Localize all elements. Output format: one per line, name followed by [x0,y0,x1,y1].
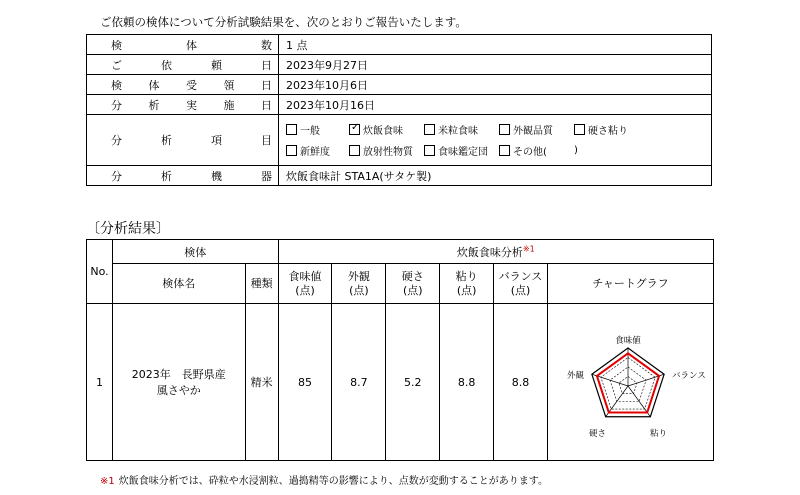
name-header: 検体名 [112,264,245,304]
instrument-value: 炊飯食味計 STA1A(サタケ製) [279,166,712,186]
radar-axis-label: 外観 [567,370,585,381]
checkbox-icon[interactable] [499,145,510,156]
analysis-item-checkbox[interactable] [499,143,574,158]
checkbox-icon[interactable] [286,124,297,135]
analysis-item-checkbox[interactable] [499,122,574,137]
sample-name: 2023年 長野県産 風さやか [112,304,245,461]
analysis-item-label: 新鮮度 [300,147,330,158]
footnote-mark: ※1 [100,476,115,487]
row-no: 1 [87,304,113,461]
stickiness-value: 8.8 [440,304,494,461]
radar-axis-label: 粘り [650,428,668,439]
sample-type: 精米 [245,304,278,461]
table-row [87,304,714,461]
appearance-value: 8.7 [332,304,386,461]
chart-header: チャートグラフ [547,264,713,304]
checkbox-icon[interactable] [499,124,510,135]
radar-axis-label: バランス [672,370,707,381]
analysis-item-label: 炊飯食味 [363,126,403,137]
request-date-row [87,55,712,75]
type-header: 種類 [245,264,278,304]
analysis-note-mark: ※1 [522,243,535,253]
analysis-items-label: 分 析 項 目 [87,115,279,166]
results-table [86,239,714,461]
request-date-value: 2023年9月27日 [279,55,712,75]
checked-box-icon[interactable] [349,124,360,135]
analysis-item-checkbox[interactable] [574,122,644,137]
footnote-text: 炊飯食味分析では、砕粒や水浸割粒、過搗精等の影響により、点数が変動することがあります。 [118,476,548,487]
analysis-item-label: 食味鑑定団 [438,147,488,158]
analysis-item-label: 硬さ粘り [588,126,628,137]
instrument-row [87,166,712,186]
sample-header: 検体 [112,240,278,264]
analysis-item-checkbox[interactable] [286,122,349,137]
hardness-header: 硬さ (点) [386,264,440,304]
score-value: 85 [278,304,332,461]
results-subheader-row [87,264,714,304]
appearance-header: 外観 (点) [332,264,386,304]
analysis-items-row [87,115,712,166]
no-header: No. [87,240,113,304]
chart-cell [547,304,713,461]
analysis-item-checkbox [574,143,644,158]
instrument-label: 分 析 機 器 [87,166,279,186]
analysis-item-label: ) [574,145,578,156]
radar-axis-label: 硬さ [589,428,607,439]
receipt-date-value: 2023年10月6日 [279,75,712,95]
analysis-date-row [87,95,712,115]
checkbox-icon[interactable] [424,145,435,156]
results-header-row [87,240,714,264]
request-info-table [86,34,712,186]
balance-header: バランス (点) [494,264,548,304]
sample-count-label: 検 体 数 [87,35,279,55]
intro-text: ご依頼の検体について分析試験結果を、次のとおりご報告いたします。 [100,15,467,29]
analysis-item-checkbox[interactable] [424,143,499,158]
stickiness-header: 粘り (点) [440,264,494,304]
analysis-item-checkbox[interactable] [424,122,499,137]
analysis-item-label: 一般 [300,126,320,137]
footnote [100,472,548,487]
analysis-item-checkbox[interactable] [349,143,424,158]
request-date-label: ご 依 頼 日 [87,55,279,75]
checkbox-icon[interactable] [574,124,585,135]
section-title: 〔分析結果〕 [86,221,170,237]
sample-count-value: 1 点 [279,35,712,55]
sample-count-row [87,35,712,55]
analysis-items-cell [279,115,712,166]
receipt-date-row [87,75,712,95]
score-header: 食味値 (点) [278,264,332,304]
analysis-item-label: 放射性物質 [363,147,413,158]
analysis-item-checkbox[interactable] [349,122,424,137]
analysis-date-label: 分 析 実 施 日 [87,95,279,115]
radar-chart [550,306,710,456]
checkbox-icon[interactable] [286,145,297,156]
analysis-item-label: 外観品質 [513,126,553,137]
checkbox-icon[interactable] [349,145,360,156]
analysis-date-value: 2023年10月16日 [279,95,712,115]
analysis-items-checklist [286,122,704,158]
analysis-item-checkbox[interactable] [286,143,349,158]
analysis-item-label: 米粒食味 [438,126,478,137]
receipt-date-label: 検 体 受 領 日 [87,75,279,95]
hardness-value: 5.2 [386,304,440,461]
analysis-header: 炊飯食味分析$^{※1}$ [278,240,713,264]
analysis-item-label: その他( [513,147,547,158]
radar-axis-label: 食味値 [615,335,642,346]
checkbox-icon[interactable] [424,124,435,135]
balance-value: 8.8 [494,304,548,461]
